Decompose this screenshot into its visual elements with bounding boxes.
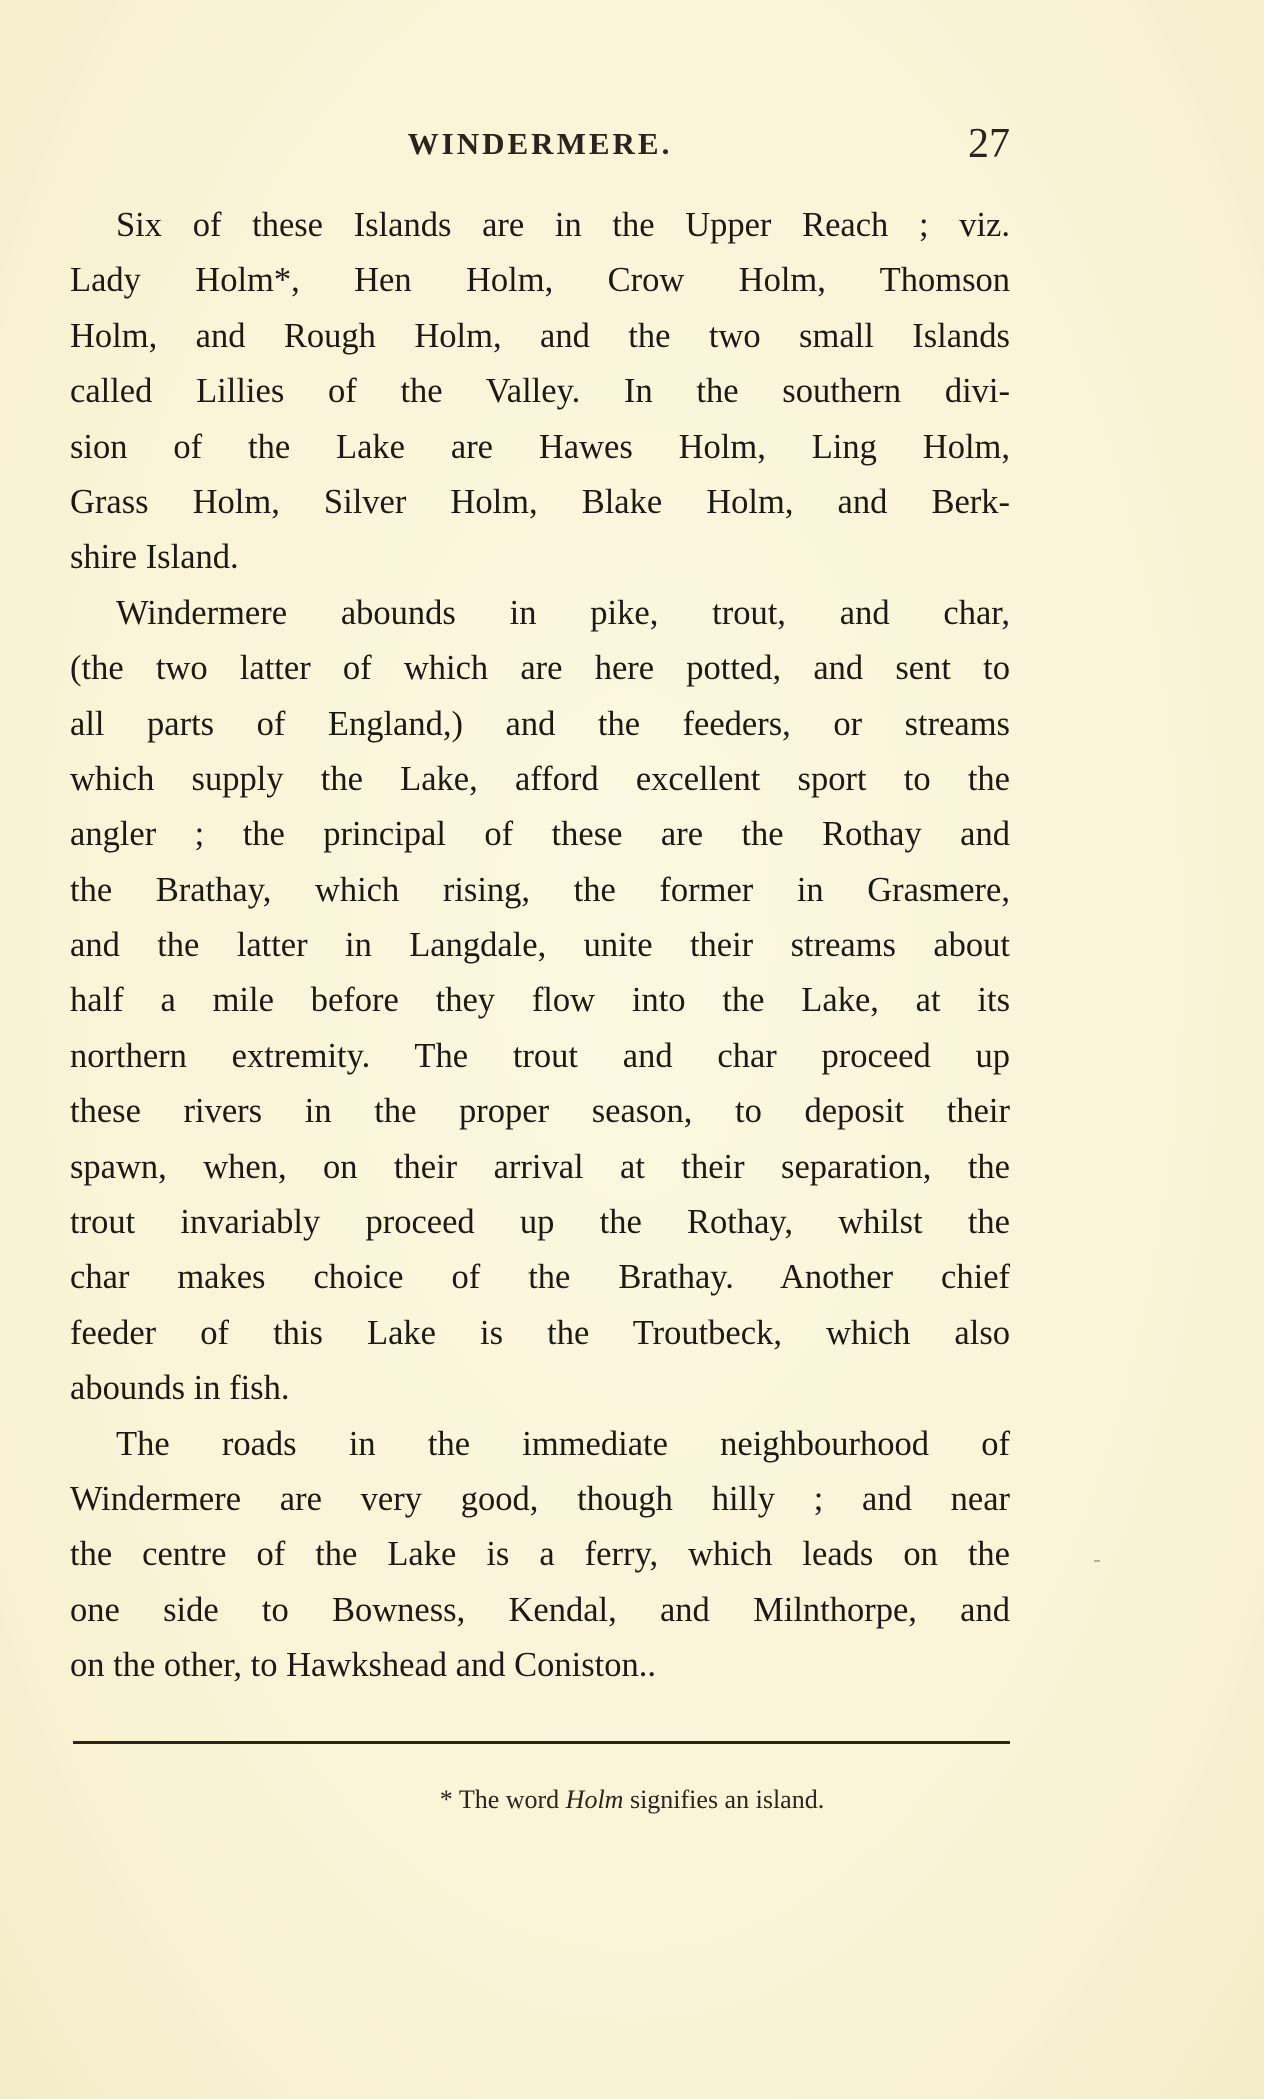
text-line: trout invariably proceed up the Rothay, whilst the	[70, 1203, 1010, 1242]
body-text	[70, 198, 1010, 1694]
text-line: spawn, when, on their arrival at their separation, the	[70, 1147, 1010, 1186]
text-line: Grass Holm, Silver Holm, Blake Holm, and Berk-	[70, 482, 1010, 521]
text-line: which supply the Lake, afford excellent sport to the	[70, 759, 1010, 798]
footnote-marker: *	[439, 1785, 453, 1814]
text-line: Windermere are very good, though hilly ; and near	[70, 1479, 1010, 1518]
text-line: on the other, to Hawkshead and Coniston..	[70, 1646, 656, 1685]
footnote	[0, 1785, 1264, 1815]
text-line: feeder of this Lake is the Troutbeck, which also	[70, 1313, 1010, 1352]
text-line: one side to Bowness, Kendal, and Milnthorpe, and	[70, 1590, 1010, 1629]
page-header	[70, 121, 1010, 176]
footnote-text-after: signifies an island.	[629, 1785, 825, 1814]
text-line: sion of the Lake are Hawes Holm, Ling Holm,	[70, 427, 1010, 466]
text-line: Holm, and Rough Holm, and the two small Islands	[70, 316, 1010, 355]
running-head: WINDERMERE.	[407, 126, 673, 161]
text-line: these rivers in the proper season, to deposit their	[70, 1092, 1010, 1131]
text-line: angler ; the principal of these are the Rothay and	[70, 815, 1010, 854]
text-line: Six of these Islands are in the Upper Reach ; viz.	[116, 206, 1010, 244]
text-line: The roads in the immediate neighbourhood of	[116, 1424, 1010, 1463]
text-line: all parts of England,) and the feeders, or streams	[70, 704, 1010, 743]
text-line: the Brathay, which rising, the former in Grasmere,	[70, 870, 1010, 909]
text-line: the centre of the Lake is a ferry, which leads on the	[70, 1535, 1010, 1574]
text-line: char makes choice of the Brathay. Another chief	[70, 1258, 1010, 1297]
text-line: Windermere abounds in pike, trout, and char,	[116, 593, 1010, 632]
text-line: Lady Holm*, Hen Holm, Crow Holm, Thomson	[70, 261, 1010, 300]
footnote-rule	[73, 1741, 1010, 1744]
text-line: half a mile before they flow into the Lake, at its	[70, 981, 1010, 1020]
text-line: (the two latter of which are here potted, and sent to	[70, 649, 1010, 688]
text-line: called Lillies of the Valley. In the southern divi-	[70, 372, 1010, 411]
text-line: shire Island.	[70, 538, 239, 577]
text-line: northern extremity. The trout and char proceed up	[70, 1036, 1010, 1075]
text-line: and the latter in Langdale, unite their streams about	[70, 926, 1010, 965]
footnote-text-before: The word	[458, 1785, 560, 1814]
text-line: abounds in fish.	[70, 1369, 290, 1408]
page-number: 27	[968, 121, 1010, 167]
footnote-italic-word: Holm	[565, 1785, 624, 1814]
paper-speck	[1094, 1560, 1100, 1562]
